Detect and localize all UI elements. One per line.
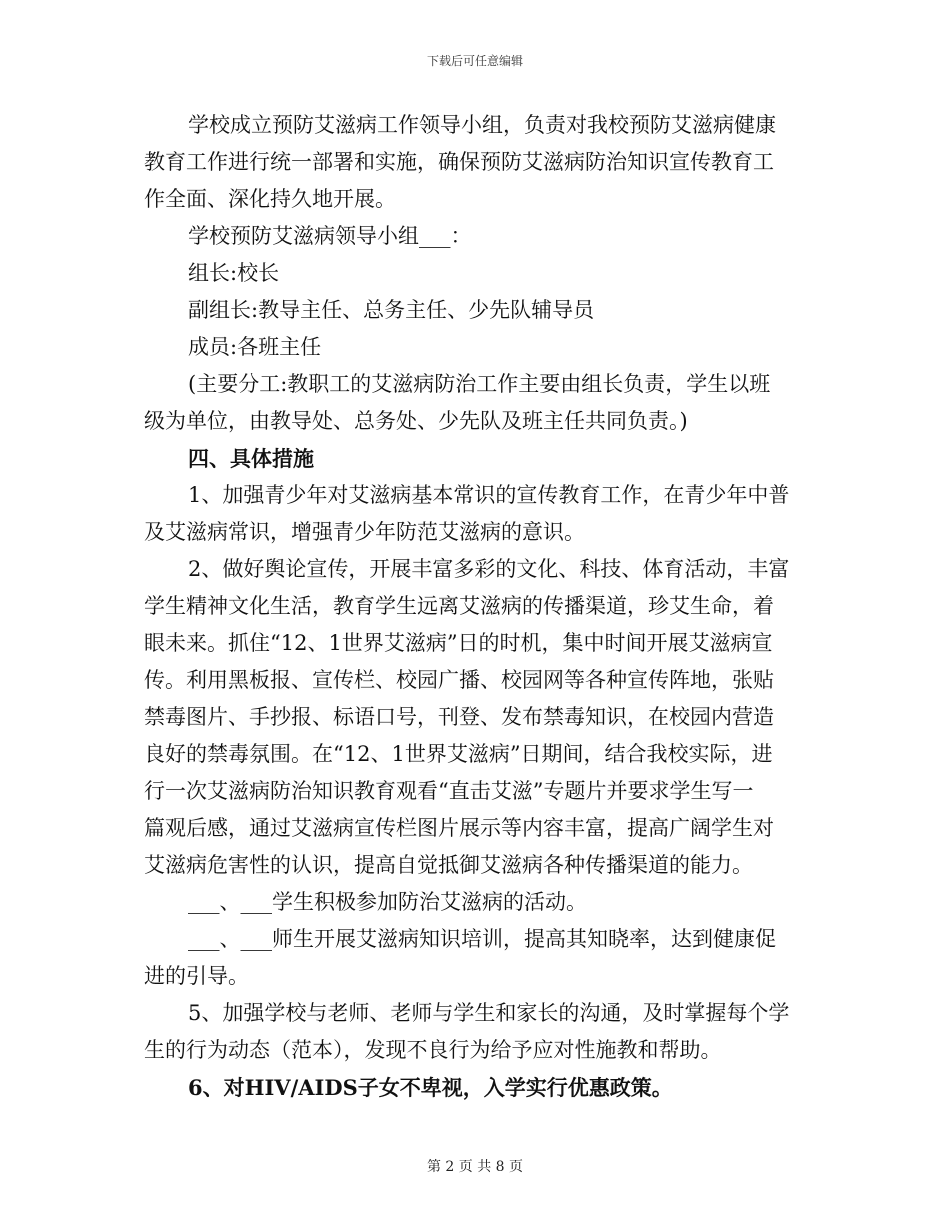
- paragraph-line: 行一次艾滋病防治知识教育观看“直击艾滋”专题片并要求学生写一: [144, 779, 754, 803]
- paragraph-line: 级为单位，由教导处、总务处、少先队及班主任共同负责。): [144, 409, 688, 433]
- paragraph-line: 传。利用黑板报、宣传栏、校园广播、校园网等各种宣传阵地，张贴: [144, 668, 774, 692]
- paragraph-line: 学生精神文化生活，教育学生远离艾滋病的传播渠道，珍艾生命，着: [144, 594, 774, 618]
- paragraph-line: 生的行为动态（范本），发现不良行为给予应对性施教和帮助。: [144, 1038, 722, 1062]
- paragraph-line: 成员:各班主任: [188, 335, 322, 359]
- paragraph-line: 良好的禁毒氛围。在“12、1世界艾滋病”日期间，结合我校实际，进: [144, 742, 773, 766]
- paragraph-line: 2、做好舆论宣传，开展丰富多彩的文化、科技、体育活动，丰富: [188, 557, 790, 581]
- paragraph-line: 副组长:教导主任、总务主任、少先队辅导员: [188, 298, 595, 322]
- paragraph-line: 进的引导。: [144, 964, 249, 988]
- paragraph-line: 艾滋病危害性的认识，提高自觉抵御艾滋病各种传播渠道的能力。: [144, 853, 753, 877]
- page-number: 第 2 页 共 8 页: [426, 1159, 524, 1175]
- paragraph-line: 组长:校长: [188, 261, 280, 285]
- paragraph-line: 学校预防艾滋病领导小组___：: [188, 224, 472, 248]
- paragraph-line: (主要分工:教职工的艾滋病防治工作主要由组长负责，学生以班: [188, 372, 771, 396]
- section-heading-line: 6、对HIV/AIDS子女不卑视，入学实行优惠政策。: [188, 1075, 673, 1100]
- paragraph-line: ___、___学生积极参加防治艾滋病的活动。: [188, 890, 587, 914]
- paragraph-line: 篇观后感，通过艾滋病宣传栏图片展示等内容丰富，提高广阔学生对: [144, 816, 774, 840]
- page-header-note: 下载后可任意编辑: [426, 54, 523, 68]
- paragraph-line: 眼未来。抓住“12、1世界艾滋病”日的时机，集中时间开展艾滋病宣: [144, 631, 773, 655]
- paragraph-line: 及艾滋病常识，增强青少年防范艾滋病的意识。: [144, 520, 585, 544]
- paragraph-line: 作全面、深化持久地开展。: [144, 187, 396, 211]
- section-heading-line: 四、具体措施: [188, 446, 314, 471]
- paragraph-line: 5、加强学校与老师、老师与学生和家长的沟通，及时掌握每个学: [188, 1001, 790, 1025]
- paragraph-line: ___、___师生开展艾滋病知识培训，提高其知晓率，达到健康促: [188, 927, 776, 951]
- paragraph-line: 学校成立预防艾滋病工作领导小组，负责对我校预防艾滋病健康: [188, 113, 776, 137]
- paragraph-line: 1、加强青少年对艾滋病基本常识的宣传教育工作，在青少年中普: [188, 483, 790, 507]
- paragraph-line: 禁毒图片、手抄报、标语口号，刊登、发布禁毒知识，在校园内营造: [144, 705, 774, 729]
- paragraph-line: 教育工作进行统一部署和实施，确保预防艾滋病防治知识宣传教育工: [144, 150, 774, 174]
- document-body: [144, 107, 808, 1106]
